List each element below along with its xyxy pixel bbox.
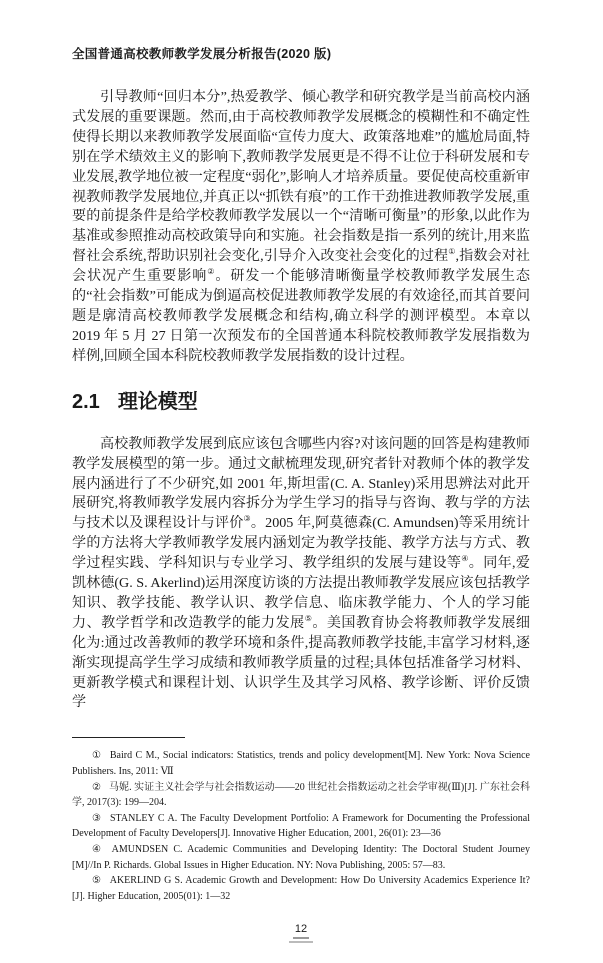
footnote-mark: ⑤ bbox=[92, 875, 102, 887]
footnote bbox=[72, 811, 530, 842]
section-title: 理论模型 bbox=[117, 390, 198, 413]
text: 。美国教育协会将教师教学发展细化为:通过改善教师的教学环境和条件,提高教师教学技能,丰富学习材料,逐渐实现提高学生学习成绩和教师教学质量的过程;具体包括准备学习材料、更新教学模式和课程计划、认识学生及其学习风格、教学诊断、评价反馈学 bbox=[72, 614, 531, 711]
text: 。同年,爱凯林德(G. S. Akerlind)运用深度访谈的方法提出教师教学发展应该包括教学知识、教学技能、教学认识、教学信息、临床教学能力、个人的学习能力、教学哲学和改造教学的能力发展 bbox=[72, 555, 530, 631]
footnote-mark: ③ bbox=[92, 812, 102, 824]
footnote-ref[interactable]: ⑤ bbox=[304, 613, 313, 623]
footnote-ref[interactable]: ② bbox=[207, 267, 216, 277]
footnote-mark: ④ bbox=[92, 843, 104, 855]
footnote-text: Baird C M., Social indicators: Statistics, trends and policy development[M]. New York: Nova Science Publishers. Ins, 2011: Ⅶ bbox=[72, 750, 530, 777]
footnote bbox=[72, 748, 530, 779]
section-heading bbox=[72, 389, 530, 415]
page-number-text: 12 bbox=[293, 922, 309, 939]
section-number: 2.1 bbox=[72, 390, 100, 413]
footnote-text: 马妮. 实证主义社会学与社会指数运动——20 世纪社会指数运动之社会学审视(Ⅲ)[J]. 广东社会科学, 2017(3): 199—204. bbox=[72, 781, 531, 809]
text: 高校教师教学发展到底应该包含哪些内容?对该问题的回答是构建教师教学发展模型的第一步。通过文献梳理发现,研究者针对教师个体的教学发展内涵进行了不少研究,如 2001 年,斯坦雷(C. A. Stanley)采用思辨法对此开展研究,将教师教学发展内容拆分为学生学习的指导与咨询、教与学的方法与技术以及课程设计与评价 bbox=[72, 435, 530, 532]
footnote-text: STANLEY C A. The Faculty Development Portfolio: A Framework for Documenting the Professional Development of Faculty Developers[J]. Innovative Higher Education, 2001, 26(01): 23—36 bbox=[72, 812, 530, 840]
running-head: 全国普通高校教师教学发展分析报告(2020 版) bbox=[72, 47, 332, 61]
page-number-ornament bbox=[289, 941, 313, 943]
footnote-mark: ① bbox=[92, 750, 102, 762]
text: 引导教师“回归本分”,热爱教学、倾心教学和研究教学是当前高校内涵式发展的重要课题。然而,由于高校教师教学发展概念的模糊性和不确定性使得长期以来教师教学发展面临“宣传力度大、政策落地难”的尴尬局面,特别在学术绩效主义的影响下,教师教学发展更是不得不让位于科研发展和专业发展,教学地位被一定程度“弱化”,影响人才培养质量。要促使高校重新审视教师教学发展地位,并真正以“抓铁有痕”的工作干劲推进教师教学发展,重要的前提条件是给学校教师教学发展以一个“清晰可衡量”的形象,以此作为基准或参照推动高校政策导向和实施。社会指数是指一系列的统计,用来监督社会系统,帮助识别社会变化,引导介入改变社会变化的过程 bbox=[72, 89, 530, 265]
page-number bbox=[72, 922, 530, 943]
footnote-divider bbox=[72, 737, 185, 738]
footnote bbox=[72, 842, 530, 873]
footnote-ref[interactable]: ① bbox=[448, 247, 456, 257]
footnote bbox=[72, 873, 530, 904]
intro-paragraph bbox=[72, 88, 530, 367]
footnote-ref[interactable]: ④ bbox=[461, 554, 469, 564]
footnote-text: AKERLIND G S. Academic Growth and Development: How Do University Academics Experience It? [J]. Higher Education, 2005(01): 1—32 bbox=[72, 875, 530, 902]
body-paragraph bbox=[72, 435, 530, 714]
footnote-mark: ② bbox=[92, 781, 102, 793]
text: ,指数会对社会状况产生重要影响 bbox=[72, 248, 531, 285]
footnote-ref[interactable]: ③ bbox=[243, 514, 251, 524]
footnote bbox=[72, 780, 530, 811]
footnote-text: AMUNDSEN C. Academic Communities and Developing Identity: The Doctoral Student Journey [M]//In P. Richards. Global Issues in Higher Education. NY: Nova Publishing, 2005: 57—83. bbox=[72, 843, 531, 871]
text: 。2005 年,阿莫德森(C. Amundsen)等采用统计学的方法将大学教师教学发展内涵划定为教学技能、教学方法与方式、教学过程实践、学科知识与专业学习、教学组织的发展与建设等 bbox=[72, 515, 531, 572]
text: 。研发一个能够清晰衡量学校教师教学发展生态的“社会指数”可能成为倒逼高校促进教师教学发展的有效途径,而其首要问题是廓清高校教师教学发展概念和结构,确立科学的测评模型。本章以 2019 年 5 月 27 日第一次预发布的全国普通本科院校教师教学发展指数为样例,回顾全国本科院校教师教学发展指数的设计过程。 bbox=[72, 268, 531, 364]
footnotes bbox=[72, 748, 530, 904]
